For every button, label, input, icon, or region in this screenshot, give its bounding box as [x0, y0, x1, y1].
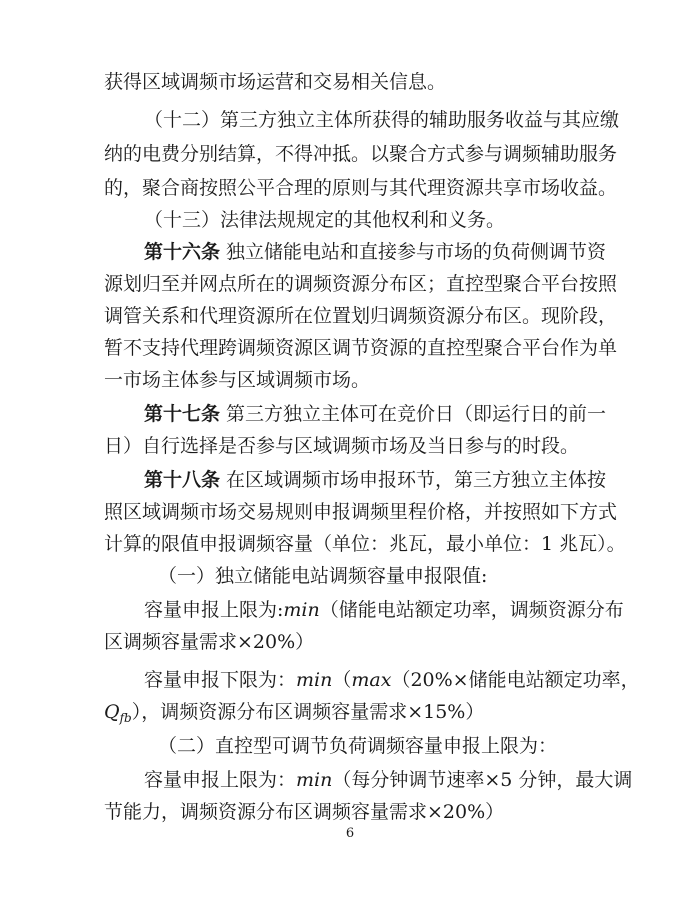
math-function: min	[296, 669, 333, 691]
math-function: min	[296, 769, 333, 791]
text-line: （十二）第三方独立主体所获得的辅助服务收益与其应缴	[144, 109, 620, 131]
article-number: 第十六条	[144, 241, 221, 263]
text-line: 日）自行选择是否参与区域调频市场及当日参与的时段。	[104, 435, 580, 457]
text-line: 调管关系和代理资源所在位置划归调频资源分布区。现阶段，	[104, 305, 618, 327]
text-line: 获得区域调频市场运营和交易相关信息。	[104, 71, 447, 93]
text-line: 暂不支持代理跨调频资源区调节资源的直控型聚合平台作为单	[104, 337, 618, 359]
article-number: 第十七条	[144, 403, 221, 425]
formula-line: 容量申报下限为：min（max（20%×储能电站额定功率，	[144, 669, 640, 691]
article-16: 第十六条 独立储能电站和直接参与市场的负荷侧调节资	[144, 241, 607, 263]
math-symbol: Q	[104, 701, 120, 723]
text-line: 一市场主体参与区域调频市场。	[104, 369, 371, 391]
formula-line: 容量申报上限为:min（储能电站额定功率，调频资源分布	[144, 599, 624, 621]
formula-line: $Q_{fb}$），调频资源分布区调频容量需求×15%）	[104, 701, 485, 725]
math-function: max	[351, 669, 392, 691]
text-line: 照区域调频市场交易规则申报调频里程价格，并按照如下方式	[104, 501, 618, 523]
text-line: （十三）法律法规规定的其他权利和义务。	[144, 209, 506, 231]
page-number: 6	[345, 826, 355, 841]
text-line: 的，聚合商按照公平合理的原则与其代理资源共享市场收益。	[104, 177, 618, 199]
article-17: 第十七条 第三方独立主体可在竞价日（即运行日的前一	[144, 403, 607, 425]
text-line: （二）直控型可调节负荷调频容量申报上限为：	[158, 735, 558, 757]
text-line: 节能力，调频资源分布区调频容量需求×20%）	[104, 801, 505, 823]
text-line: 纳的电费分别结算，不得冲抵。以聚合方式参与调频辅助服务	[104, 143, 618, 165]
formula-line: 容量申报上限为：min（每分钟调节速率×5 分钟，最大调	[144, 769, 633, 791]
math-function: min	[283, 599, 320, 621]
math-subscript: fb	[119, 711, 132, 725]
article-18: 第十八条 在区域调频市场申报环节，第三方独立主体按	[144, 469, 607, 491]
text-line: 计算的限值申报调频容量（单位：兆瓦，最小单位：1 兆瓦）。	[104, 533, 626, 555]
text-line: 区调频容量需求×20%）	[104, 631, 315, 653]
text-line: 源划归至并网点所在的调频资源分布区；直控型聚合平台按照	[104, 273, 618, 295]
text-line: （一）独立储能电站调频容量申报限值:	[158, 565, 488, 587]
article-number: 第十八条	[144, 469, 221, 491]
